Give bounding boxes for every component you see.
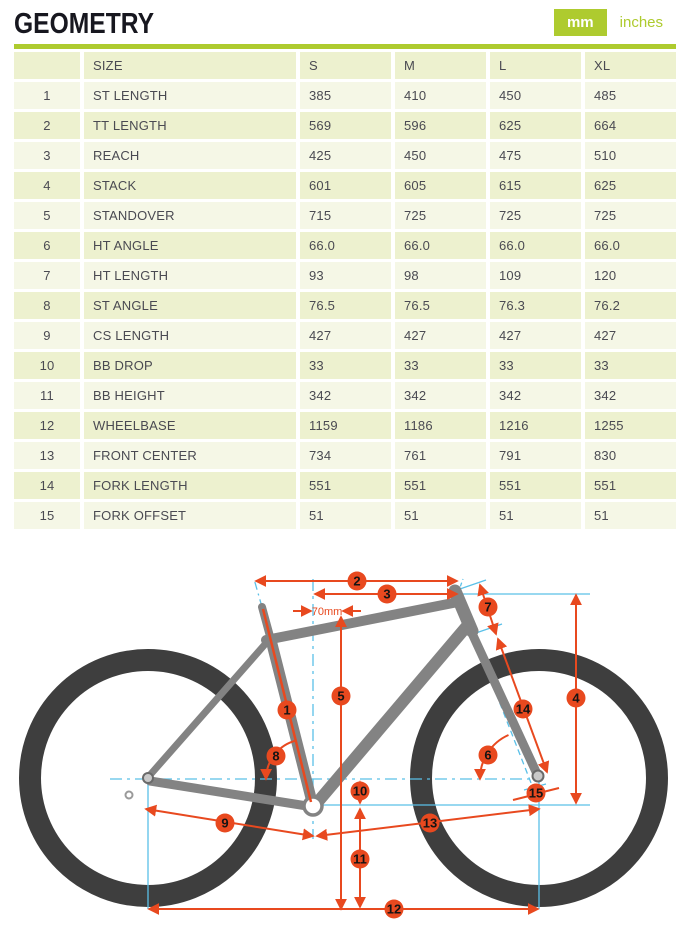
- svg-text:11: 11: [353, 851, 367, 867]
- value-l-cell: 76.3: [490, 292, 581, 319]
- value-s-cell: 427: [300, 322, 391, 349]
- dim-marker-14: [514, 700, 533, 719]
- row-label-cell: ST ANGLE: [84, 292, 296, 319]
- value-m-cell: 76.5: [395, 292, 486, 319]
- value-l-cell: 475: [490, 142, 581, 169]
- dim-marker-3: [378, 585, 397, 604]
- svg-text:15: 15: [528, 785, 544, 801]
- page-title: GEOMETRY: [14, 7, 155, 40]
- dim-marker-15: [527, 784, 546, 803]
- value-m-cell: 427: [395, 322, 486, 349]
- col-header-m: M: [395, 52, 486, 79]
- table-row: [14, 442, 676, 469]
- value-s-cell: 569: [300, 112, 391, 139]
- svg-text:12: 12: [386, 901, 402, 917]
- col-header-xl: XL: [585, 52, 676, 79]
- row-index-cell: 5: [14, 202, 80, 229]
- dim-marker-13: [421, 814, 440, 833]
- value-l-cell: 66.0: [490, 232, 581, 259]
- seat-axis-extension: [254, 579, 262, 607]
- value-m-cell: 761: [395, 442, 486, 469]
- value-l-cell: 551: [490, 472, 581, 499]
- row-label-cell: TT LENGTH: [84, 112, 296, 139]
- geometry-table-wrap: [0, 49, 690, 532]
- value-l-cell: 1216: [490, 412, 581, 439]
- geometry-diagram: [0, 543, 690, 928]
- row-label-cell: BB HEIGHT: [84, 382, 296, 409]
- value-xl-cell: 342: [585, 382, 676, 409]
- value-l-cell: 33: [490, 352, 581, 379]
- value-xl-cell: 725: [585, 202, 676, 229]
- row-index-cell: 11: [14, 382, 80, 409]
- table-row: [14, 142, 676, 169]
- svg-text:1: 1: [283, 702, 291, 718]
- value-m-cell: 51: [395, 502, 486, 529]
- top-tube: [266, 602, 458, 640]
- col-header-index: [14, 52, 80, 79]
- row-index-cell: 4: [14, 172, 80, 199]
- bottom-bracket: [304, 797, 322, 815]
- rear-qr-nut: [126, 792, 133, 799]
- value-xl-cell: 551: [585, 472, 676, 499]
- col-header-s: S: [300, 52, 391, 79]
- value-xl-cell: 830: [585, 442, 676, 469]
- dim-offset-dash-right: [543, 788, 559, 792]
- value-m-cell: 66.0: [395, 232, 486, 259]
- dim-marker-6: [479, 746, 498, 765]
- row-index-cell: 6: [14, 232, 80, 259]
- row-label-cell: BB DROP: [84, 352, 296, 379]
- row-label-cell: STACK: [84, 172, 296, 199]
- col-header-l: L: [490, 52, 581, 79]
- value-m-cell: 725: [395, 202, 486, 229]
- row-label-cell: HT LENGTH: [84, 262, 296, 289]
- row-label-cell: STANDOVER: [84, 202, 296, 229]
- table-row: [14, 382, 676, 409]
- value-m-cell: 596: [395, 112, 486, 139]
- unit-inches-button[interactable]: inches: [607, 9, 676, 36]
- svg-text:13: 13: [422, 815, 438, 831]
- row-index-cell: 9: [14, 322, 80, 349]
- value-xl-cell: 664: [585, 112, 676, 139]
- row-label-cell: FORK LENGTH: [84, 472, 296, 499]
- dim-offset-dash-left: [513, 796, 529, 800]
- svg-text:10: 10: [352, 783, 368, 799]
- row-label-cell: ST LENGTH: [84, 82, 296, 109]
- svg-text:7: 7: [484, 599, 492, 615]
- svg-text:4: 4: [572, 690, 580, 706]
- row-index-cell: 2: [14, 112, 80, 139]
- value-s-cell: 93: [300, 262, 391, 289]
- row-index-cell: 13: [14, 442, 80, 469]
- table-row: [14, 112, 676, 139]
- dim-marker-2: [348, 572, 367, 591]
- svg-text:9: 9: [221, 815, 229, 831]
- dim-marker-1: [278, 701, 297, 720]
- value-s-cell: 551: [300, 472, 391, 499]
- value-s-cell: 33: [300, 352, 391, 379]
- value-s-cell: 601: [300, 172, 391, 199]
- row-index-cell: 3: [14, 142, 80, 169]
- unit-mm-button[interactable]: mm: [554, 9, 607, 36]
- table-row: [14, 232, 676, 259]
- value-xl-cell: 66.0: [585, 232, 676, 259]
- row-index-cell: 15: [14, 502, 80, 529]
- table-row: [14, 322, 676, 349]
- value-xl-cell: 76.2: [585, 292, 676, 319]
- row-label-cell: REACH: [84, 142, 296, 169]
- table-row: [14, 172, 676, 199]
- row-index-cell: 10: [14, 352, 80, 379]
- value-s-cell: 51: [300, 502, 391, 529]
- row-index-cell: 14: [14, 472, 80, 499]
- front-axle: [533, 771, 544, 782]
- table-row: [14, 292, 676, 319]
- value-m-cell: 410: [395, 82, 486, 109]
- dim-marker-9: [216, 814, 235, 833]
- value-m-cell: 342: [395, 382, 486, 409]
- diagram-wrap: [0, 543, 690, 928]
- value-xl-cell: 625: [585, 172, 676, 199]
- table-header-row: [14, 52, 676, 79]
- table-row: [14, 352, 676, 379]
- row-label-cell: CS LENGTH: [84, 322, 296, 349]
- construction-lines: [110, 579, 590, 909]
- table-row: [14, 202, 676, 229]
- dim-marker-10: [351, 782, 370, 801]
- value-l-cell: 51: [490, 502, 581, 529]
- row-label-cell: HT ANGLE: [84, 232, 296, 259]
- dim-marker-7: [479, 598, 498, 617]
- value-m-cell: 1186: [395, 412, 486, 439]
- dim-marker-8: [267, 747, 286, 766]
- dim-marker-11: [351, 850, 370, 869]
- value-xl-cell: 1255: [585, 412, 676, 439]
- value-s-cell: 66.0: [300, 232, 391, 259]
- svg-text:8: 8: [272, 748, 280, 764]
- value-m-cell: 551: [395, 472, 486, 499]
- value-xl-cell: 510: [585, 142, 676, 169]
- table-row: [14, 502, 676, 529]
- value-l-cell: 791: [490, 442, 581, 469]
- table-row: [14, 262, 676, 289]
- chain-stay: [150, 781, 307, 806]
- row-index-cell: 7: [14, 262, 80, 289]
- value-l-cell: 615: [490, 172, 581, 199]
- value-m-cell: 98: [395, 262, 486, 289]
- value-l-cell: 725: [490, 202, 581, 229]
- unit-toggle: [554, 9, 676, 36]
- value-s-cell: 385: [300, 82, 391, 109]
- table-row: [14, 82, 676, 109]
- value-l-cell: 450: [490, 82, 581, 109]
- value-s-cell: 715: [300, 202, 391, 229]
- value-s-cell: 1159: [300, 412, 391, 439]
- value-l-cell: 427: [490, 322, 581, 349]
- value-xl-cell: 427: [585, 322, 676, 349]
- value-l-cell: 625: [490, 112, 581, 139]
- svg-text:5: 5: [337, 688, 345, 704]
- label-70mm: 70mm: [311, 606, 343, 618]
- value-xl-cell: 120: [585, 262, 676, 289]
- page-header: [0, 0, 690, 39]
- table-body: [14, 82, 676, 529]
- svg-text:6: 6: [484, 747, 492, 763]
- value-xl-cell: 33: [585, 352, 676, 379]
- value-xl-cell: 51: [585, 502, 676, 529]
- value-s-cell: 734: [300, 442, 391, 469]
- svg-text:2: 2: [353, 573, 361, 589]
- geometry-table: [10, 49, 680, 532]
- row-index-cell: 1: [14, 82, 80, 109]
- dim-marker-5: [332, 687, 351, 706]
- row-label-cell: FRONT CENTER: [84, 442, 296, 469]
- row-label-cell: WHEELBASE: [84, 412, 296, 439]
- value-m-cell: 450: [395, 142, 486, 169]
- value-l-cell: 342: [490, 382, 581, 409]
- value-m-cell: 605: [395, 172, 486, 199]
- value-s-cell: 76.5: [300, 292, 391, 319]
- col-header-size: SIZE: [84, 52, 296, 79]
- rear-axle: [143, 773, 153, 783]
- table-head: [14, 52, 676, 79]
- value-l-cell: 109: [490, 262, 581, 289]
- row-label-cell: FORK OFFSET: [84, 502, 296, 529]
- value-m-cell: 33: [395, 352, 486, 379]
- value-xl-cell: 485: [585, 82, 676, 109]
- value-s-cell: 342: [300, 382, 391, 409]
- dim-marker-12: [385, 900, 404, 919]
- svg-text:14: 14: [515, 701, 531, 717]
- table-row: [14, 412, 676, 439]
- row-index-cell: 12: [14, 412, 80, 439]
- row-index-cell: 8: [14, 292, 80, 319]
- dim-marker-4: [567, 689, 586, 708]
- svg-text:3: 3: [383, 586, 391, 602]
- table-row: [14, 472, 676, 499]
- value-s-cell: 425: [300, 142, 391, 169]
